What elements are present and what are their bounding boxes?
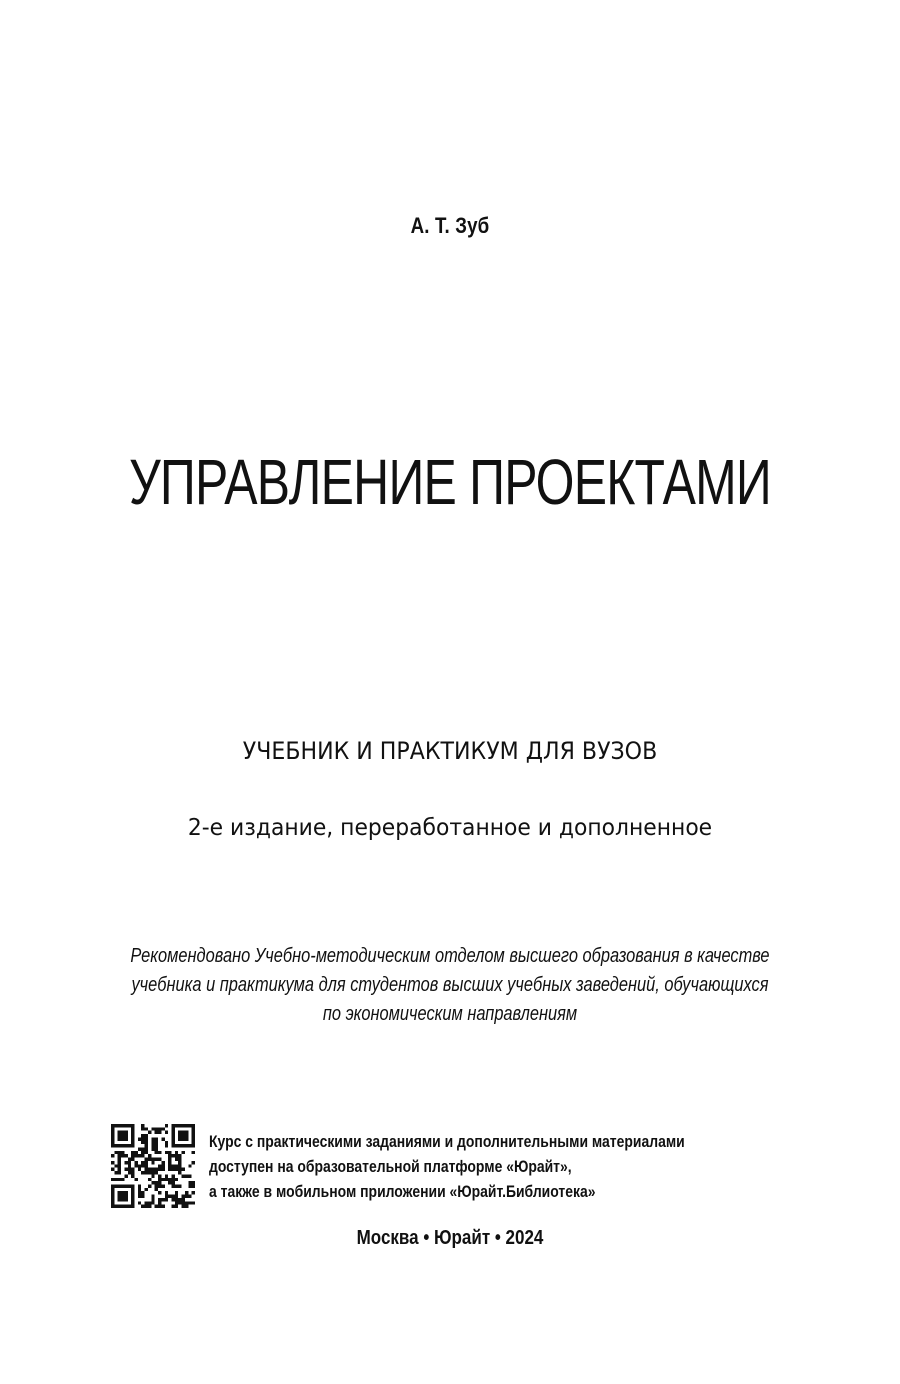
recommendation-line: учебника и практикума для студентов высших учебных заведений, обучающихся [131, 974, 769, 996]
edition-note: 2-е издание, переработанное и дополненное [187, 815, 713, 841]
course-info-block [209, 1129, 685, 1204]
recommendation-block [81, 942, 819, 1029]
recommendation-line: по экономическим направлениям [322, 1003, 578, 1025]
book-subtitle: УЧЕБНИК И ПРАКТИКУМ ДЛЯ ВУЗОВ [242, 737, 658, 765]
qr-code-icon [111, 1124, 195, 1208]
course-info-line: а также в мобильном приложении «Юрайт.Библиотека» [209, 1182, 596, 1201]
author-name: А. Т. Зуб [410, 213, 490, 238]
recommendation-line: Рекомендовано Учебно-методическим отделом высшего образования в качестве [130, 945, 770, 967]
course-info-line: Курс с практическими заданиями и дополнительными материалами [209, 1132, 685, 1151]
book-title: УПРАВЛЕНИЕ ПРОЕКТАМИ [128, 446, 772, 518]
publisher-imprint: Москва • Юрайт • 2024 [356, 1227, 544, 1249]
course-info-line: доступен на образовательной платформе «Юрайт», [209, 1157, 572, 1176]
